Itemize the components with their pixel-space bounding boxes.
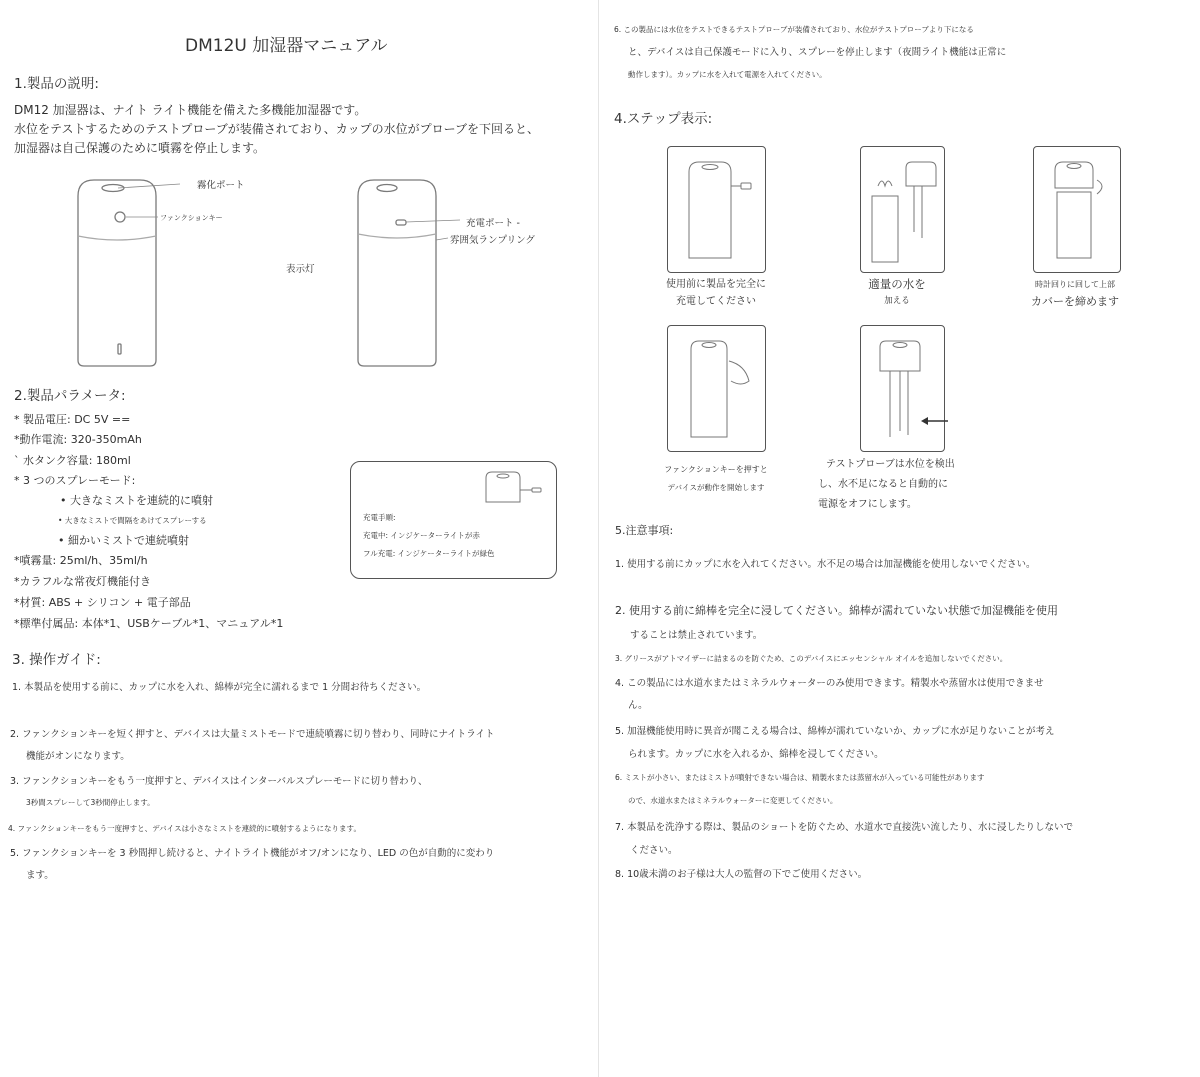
step-3-cover-illustration: [1033, 146, 1119, 271]
caution-5-cont: られます。カップに水を入れるか、綿棒を浸してください。: [628, 749, 884, 760]
step-5-caption: [818, 455, 955, 515]
charging-green: フル充電: インジケーターライトが緑色: [363, 549, 495, 558]
param-spray: *噴霧量: 25ml/h、35ml/h: [14, 554, 148, 567]
step-5-probe-illustration: [860, 325, 943, 450]
indicator-light-icon: [118, 344, 121, 354]
guide-6-cont-1: と、デバイスは自己保護モードに入り、スプレーを停止します（夜間ライト機能は正常に: [628, 47, 1007, 58]
section-5-heading: 5.注意事項:: [615, 524, 674, 537]
step-3-caption-line-1: 時計回りに回して上部: [1035, 280, 1115, 289]
param-accessories: *標準付属品: 本体*1、USBケーブル*1、マニュアル*1: [14, 617, 284, 630]
humidifier-side-view: [358, 180, 436, 366]
caution-1: 1. 使用する前にカップに水を入れてください。水不足の場合は加湿機能を使用しないでください。: [615, 559, 1036, 570]
product-diagram: [60, 168, 580, 378]
param-current: *動作電流: 320-350mAh: [14, 433, 142, 446]
description-line-1: DM12 加湿器は、ナイト ライト機能を備えた多機能加湿器です。: [14, 103, 367, 117]
step-4-caption-line-2: デバイスが動作を開始します: [667, 483, 765, 492]
caution-6: 6. ミストが小さい、またはミストが噴射できない場合は、精製水または蒸留水が入っている可能性があります: [615, 773, 985, 782]
page-divider: [598, 0, 599, 1077]
page-title: DM12U 加湿器マニュアル: [185, 36, 388, 56]
humidifier-front-view: [78, 180, 156, 366]
guide-5: 5. ファンクションキーを 3 秒間押し続けると、ナイトライト機能がオフ/オンになり、LED の色が自動的に変わり: [10, 848, 495, 859]
step-1-charge-illustration: [667, 146, 764, 271]
step-2-caption: [832, 276, 962, 310]
function-key-icon: [115, 212, 125, 222]
param-mode-3: • 細かいミストで連続噴射: [58, 534, 189, 547]
step-3-caption: [1000, 276, 1150, 310]
guide-2-cont: 機能がオンになります。: [26, 751, 130, 762]
caution-5: 5. 加湿機能使用時に異音が聞こえる場合は、綿棒が濡れていないか、カップに水が足りないことが考え: [615, 726, 1055, 737]
caution-7: 7. 本製品を洗浄する際は、製品のショートを防ぐため、水道水で直接洗い流したり、水に浸したりしないで: [615, 822, 1074, 833]
caution-4-cont: ん。: [628, 700, 648, 711]
param-tank: ` 水タンク容量: 180ml: [14, 454, 131, 467]
step-1-caption: [641, 276, 791, 310]
param-modes: * 3 つのスプレーモード:: [14, 474, 136, 487]
section-4-heading: 4.ステップ表示:: [614, 111, 713, 127]
step-1-caption-line-1: 使用前に製品を完全に: [666, 279, 766, 290]
section-3-heading: 3. 操作ガイド:: [12, 652, 101, 668]
caution-3: 3. グリースがアトマイザーに詰まるのを防ぐため、このデバイスにエッセンシャル オイルを追加しないでください。: [615, 654, 1008, 663]
step-2-water-illustration: [860, 146, 943, 271]
caution-6-cont: ので、水道水またはミネラルウォーターに変更してください。: [628, 796, 838, 805]
step-5-caption-line-3: 電源をオフにします。: [818, 499, 917, 510]
step-2-caption-line-2: 加える: [884, 296, 910, 306]
step-4-caption-line-1: ファンクションキーを押すと: [664, 465, 768, 474]
guide-6-cont-2: 動作します）。カップに水を入れて電源を入れてください。: [628, 70, 827, 79]
label-function-key: ファンクションキー: [160, 214, 223, 222]
param-mode-2: • 大きなミストで間隔をあけてスプレーする: [58, 516, 207, 525]
arrow-left-icon: [920, 416, 950, 426]
caution-8: 8. 10歳未満のお子様は大人の監督の下でご使用ください。: [615, 869, 868, 880]
label-ambient-ring: 雰囲気ランプリング: [450, 235, 535, 246]
param-material: *材質: ABS + シリコン + 電子部品: [14, 596, 191, 609]
caution-7-cont: ください。: [630, 845, 678, 856]
label-indicator: 表示灯: [286, 264, 315, 275]
charging-port-icon: [396, 220, 406, 225]
label-atomizer-port: 霧化ポート: [197, 180, 245, 191]
param-voltage: * 製品電圧: DC 5V ==: [14, 413, 131, 426]
caution-2-cont: することは禁止されています。: [630, 630, 763, 641]
caution-2: 2. 使用する前に綿棒を完全に浸してください。綿棒が濡れていない状態で加湿機能を使用: [615, 604, 1058, 617]
description-line-2: 水位をテストするためのテストプローブが装備されており、カップの水位がプローブを下回ると、: [14, 122, 540, 136]
step-4-press-illustration: [667, 325, 764, 450]
step-2-caption-line-1: 適量の水を: [868, 277, 926, 291]
param-nightlight: *カラフルな常夜灯機能付き: [14, 575, 152, 588]
label-charging-port: 充電ポート -: [466, 218, 520, 229]
guide-6: 6. この製品には水位をテストできるテストプローブが装備されており、水位がテストプローブより下になる: [614, 25, 974, 34]
description-line-3: 加湿器は自己保護のために噴霧を停止します。: [14, 141, 266, 155]
guide-2: 2. ファンクションキーを短く押すと、デバイスは大量ミストモードで連続噴霧に切り替わり、同時にナイトライト: [10, 729, 495, 740]
charging-device-icon: [482, 470, 552, 504]
guide-3: 3. ファンクションキーをもう一度押すと、デバイスはインターバルスプレーモードに切り替わり、: [10, 776, 428, 787]
charging-title: 充電手順:: [363, 513, 396, 522]
step-1-caption-line-2: 充電してください: [676, 296, 756, 307]
section-2-heading: 2.製品パラメータ:: [14, 388, 126, 404]
caution-4: 4. この製品には水道水またはミネラルウォーターのみ使用できます。精製水や蒸留水は使用できませ: [615, 678, 1044, 689]
section-1-heading: 1.製品の説明:: [14, 76, 99, 92]
guide-3-cont: 3秒間スプレーして3秒間停止します。: [26, 798, 155, 807]
step-5-caption-line-1: テストプローブは水位を検出: [826, 459, 955, 470]
step-4-caption: [636, 461, 796, 497]
guide-1: 1. 本製品を使用する前に、カップに水を入れ、綿棒が完全に濡れるまで 1 分間お待ちください。: [12, 682, 427, 693]
step-5-caption-line-2: し、水不足になると自動的に: [818, 479, 948, 490]
charging-red: 充電中: インジケーターライトが赤: [363, 531, 480, 540]
step-3-caption-line-2: カバーを締めます: [1031, 295, 1119, 308]
param-mode-1: • 大きなミストを連続的に噴射: [60, 494, 213, 507]
guide-4: 4. ファンクションキーをもう一度押すと、デバイスは小さなミストを連続的に噴射するようになります。: [8, 824, 361, 833]
guide-5-cont: ます。: [26, 870, 54, 881]
